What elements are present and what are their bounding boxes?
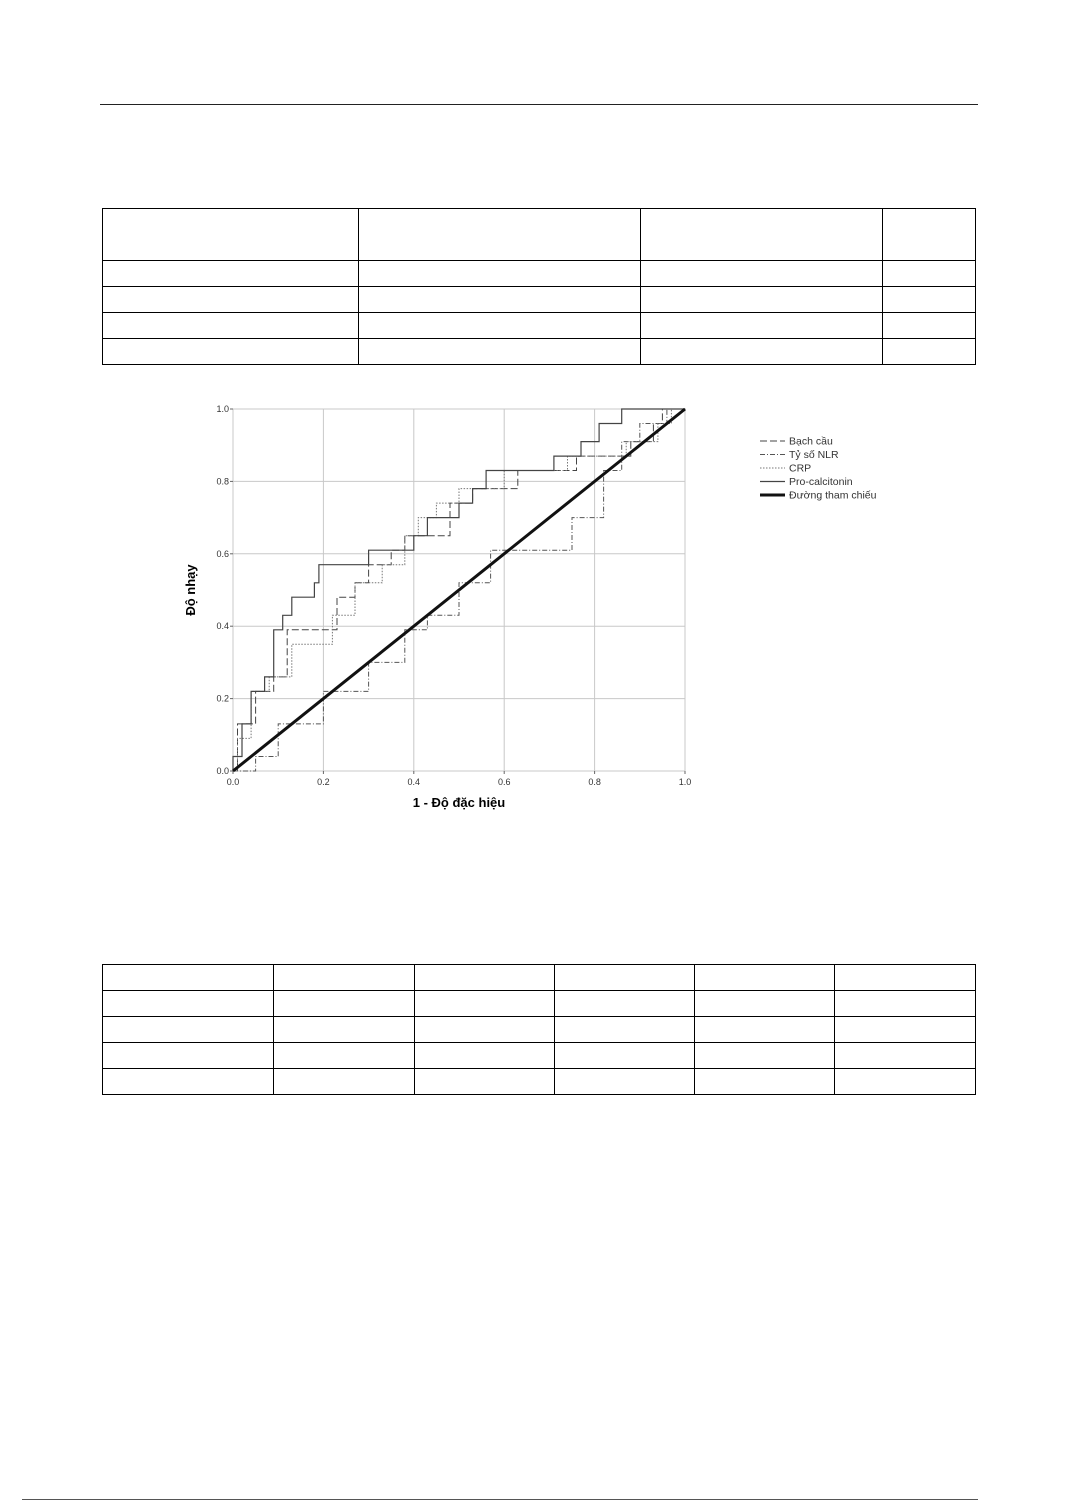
table-2	[102, 964, 976, 1095]
table-cell	[415, 1043, 555, 1069]
table-cell	[103, 261, 359, 287]
table-row	[103, 1069, 976, 1095]
chart-legend	[760, 436, 877, 502]
table-row	[103, 313, 976, 339]
table-row	[103, 287, 976, 313]
table-1	[102, 208, 976, 365]
y-tick-label: 0.8	[216, 476, 229, 487]
table-cell	[555, 1069, 695, 1095]
table-header-row	[103, 209, 976, 261]
y-axis-title: Độ nhạy	[183, 564, 198, 616]
y-tick-label: 0.4	[216, 621, 229, 632]
legend-label: Đường tham chiếu	[789, 489, 877, 502]
x-tick-label: 0.0	[226, 777, 240, 787]
table-cell	[835, 965, 976, 991]
table-cell	[274, 991, 415, 1017]
table-cell	[415, 965, 555, 991]
table-cell	[555, 965, 695, 991]
header-rule	[100, 104, 978, 105]
table-cell	[103, 991, 274, 1017]
table-cell	[415, 1017, 555, 1043]
table-cell	[883, 209, 976, 261]
y-tick-label: 0.6	[216, 548, 229, 559]
table-cell	[641, 313, 883, 339]
table-cell	[359, 209, 641, 261]
table-cell	[555, 991, 695, 1017]
table-cell	[641, 261, 883, 287]
table-row	[103, 1017, 976, 1043]
table-cell	[359, 339, 641, 365]
roc-chart	[170, 395, 930, 825]
x-tick-label: 1.0	[678, 777, 692, 787]
table-cell	[555, 1043, 695, 1069]
y-tick-label: 0.2	[216, 693, 229, 704]
table-cell	[274, 1017, 415, 1043]
table-cell	[103, 965, 274, 991]
table-cell	[641, 209, 883, 261]
table-cell	[359, 313, 641, 339]
table-cell	[274, 1043, 415, 1069]
footer-rule	[22, 1499, 978, 1500]
table-cell	[835, 1017, 976, 1043]
legend-label: Bạch cầu	[789, 435, 833, 448]
table-cell	[883, 261, 976, 287]
table-cell	[695, 991, 835, 1017]
table-cell	[103, 339, 359, 365]
table-cell	[835, 991, 976, 1017]
table-cell	[641, 287, 883, 313]
table-row	[103, 339, 976, 365]
table-cell	[103, 1017, 274, 1043]
table-cell	[103, 1043, 274, 1069]
table-row	[103, 991, 976, 1017]
table-cell	[415, 1069, 555, 1095]
table-cell	[695, 1069, 835, 1095]
table-cell	[274, 1069, 415, 1095]
table-cell	[883, 287, 976, 313]
table-cell	[695, 965, 835, 991]
table-cell	[103, 209, 359, 261]
table-cell	[555, 1017, 695, 1043]
legend-label: CRP	[789, 462, 812, 475]
table-cell	[359, 261, 641, 287]
table-cell	[274, 965, 415, 991]
table-cell	[415, 991, 555, 1017]
x-tick-label: 0.8	[588, 777, 601, 787]
table-cell	[883, 339, 976, 365]
y-tick-label: 0.0	[216, 766, 229, 776]
table-cell	[835, 1043, 976, 1069]
table-cell	[835, 1069, 976, 1095]
y-tick-label: 1.0	[216, 404, 229, 414]
x-axis-title: 1 - Độ đặc hiệu	[412, 795, 506, 810]
table-row	[103, 261, 976, 287]
table-cell	[883, 313, 976, 339]
x-tick-label: 0.6	[497, 777, 511, 787]
table-cell	[103, 1069, 274, 1095]
table-cell	[103, 313, 359, 339]
legend-label: Pro-calcitonin	[789, 476, 853, 488]
table-row	[103, 1043, 976, 1069]
x-tick-label: 0.4	[407, 777, 421, 787]
table-header-row	[103, 965, 976, 991]
legend-label: Tỷ số NLR	[789, 449, 839, 461]
x-tick-label: 0.2	[317, 777, 330, 787]
table-cell	[641, 339, 883, 365]
table-cell	[695, 1043, 835, 1069]
table-cell	[695, 1017, 835, 1043]
table-cell	[359, 287, 641, 313]
table-cell	[103, 287, 359, 313]
